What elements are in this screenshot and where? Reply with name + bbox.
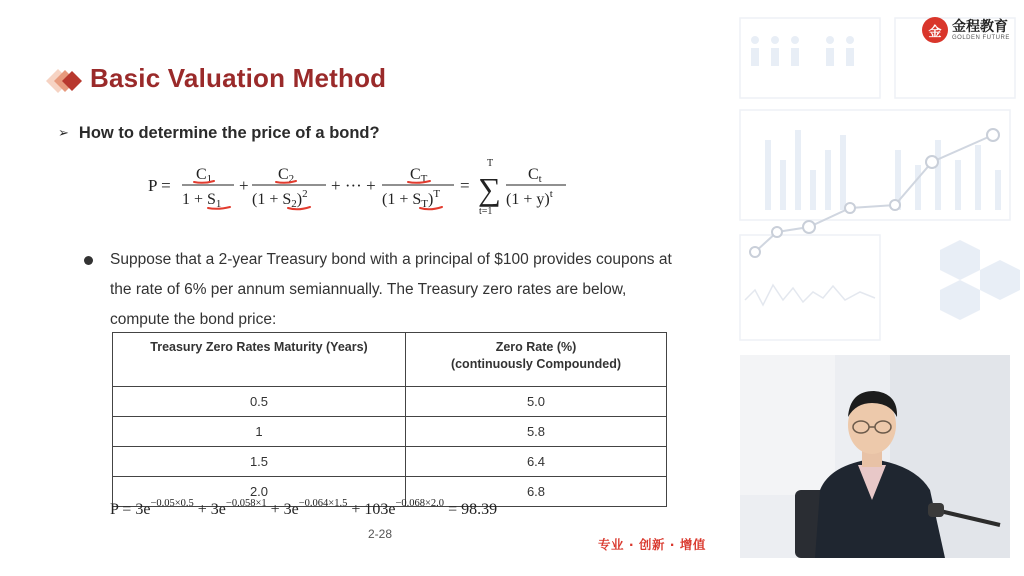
problem-text: Suppose that a 2-year Treasury bond with a principal of $100 provides coupons at the rate of 6% per annum semiannually. The Treasury zero rates are below, compute the bond price: [110,251,672,328]
logo-text [952,20,1010,41]
background-infographic [735,0,1024,350]
maturity-cell: 1.5 [113,447,406,477]
svg-text:Ct: Ct [528,166,542,185]
bond-price-formula [148,158,588,220]
svg-text:=: = [460,176,470,195]
svg-text:+ ··· +: + ··· + [331,176,376,195]
maturity-cell: 1 [113,417,406,447]
question-line [58,124,380,143]
presenter-video [740,355,1010,558]
svg-text:(1 + ST)T: (1 + ST)$^T$ [382,188,441,210]
maturity-cell: 2.0 [113,477,406,507]
svg-text:(1 + S2)2: $(1 + S2)^2$ [252,188,308,210]
problem-statement [84,245,684,335]
svg-text:+: + [239,176,249,195]
maturity-cell: 0.5 [113,387,406,417]
svg-text:t=1: t=1 [479,206,493,217]
logo-name-cn: 金程教育 [952,18,1008,35]
svg-text:(1 + y)t: $(1 + y)^t$ [506,188,553,208]
header-zero-rate-line2: (continuously Compounded) [450,357,622,371]
svg-text:∑: ∑ [478,171,501,207]
company-logo [922,17,1010,43]
rate-cell: 6.8 [406,477,667,507]
header-zero-rate-line1: Zero Rate (%) [495,340,577,354]
diamond-decoration-icon [34,66,86,96]
table-row [113,387,667,417]
logo-mark-icon: 金 [922,17,948,43]
header-zero-rate [406,333,667,387]
bond-price-result [110,494,670,524]
table-header-row [113,333,667,387]
header-maturity: Treasury Zero Rates Maturity (Years) [113,333,406,387]
svg-text:1 + S1: 1 + S1 [182,191,222,210]
svg-text:P = 3e−0.05×0.5 + 3e−0.058×1 +: $P = 3e^{-0.05\times 0.5} + 3e^{-0.058\times 1} + 3e^{-0.064\times 1.5} + 103e^{-0.068\times 2.0} = 98.39$ [110,498,498,518]
page-number: 2-28 [368,527,393,541]
question-text: How to determine the price of a bond? [78,124,380,142]
result-value: 98.39 [461,501,498,518]
zero-rates-table [112,332,667,507]
slogan: 专业 · 创新 · 增值 [598,537,706,552]
table-row [113,417,667,447]
svg-text:C2: C2 [278,166,295,185]
table-row [113,447,667,477]
rate-cell: 5.0 [406,387,667,417]
svg-text:T: T [487,158,494,169]
arrow-bullet-icon: ➢ [58,126,69,141]
svg-text:CT: CT [410,166,428,185]
svg-text:C1: C1 [196,166,213,185]
slide-title: Basic Valuation Method [90,63,387,93]
svg-text:P =: P = [148,176,171,195]
bullet-dot-icon [84,256,93,265]
rate-cell: 5.8 [406,417,667,447]
rate-cell: 6.4 [406,447,667,477]
logo-name-en: GOLDEN FUTURE [952,34,1010,41]
